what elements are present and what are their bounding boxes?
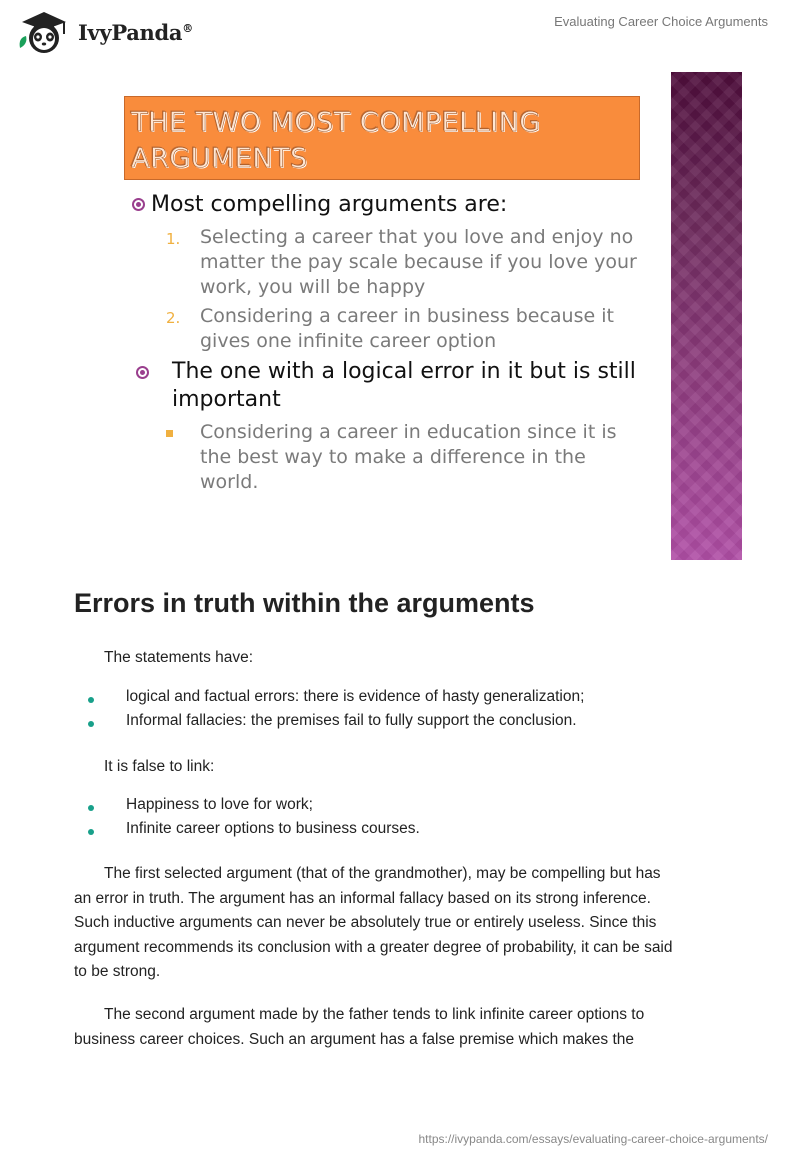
list-item: logical and factual errors: there is evidence of hasty generalization; [126, 688, 585, 705]
panda-logo-icon [14, 8, 74, 56]
list-bullet-icon [88, 829, 94, 835]
logo-text: IvyPanda® [78, 19, 193, 45]
page-header [0, 0, 800, 60]
list-item: Infinite career options to business courses. [126, 820, 420, 837]
target-bullet-icon [132, 198, 145, 211]
slide-sub-item-1: Selecting a career that you love and enjoy no matter the pay scale because if you love your work, you will be happy [200, 226, 637, 298]
section-heading: Errors in truth within the arguments [74, 588, 535, 618]
slide-sub-number-1: 1. [166, 230, 181, 248]
body-paragraph-2: The second argument made by the father tends to link infinite career options to business career choices. Such an argument has a false premise which makes the [74, 1006, 645, 1048]
slide-title: THE TWO MOST COMPELLING ARGUMENTS [131, 107, 541, 174]
slide-title-box [124, 96, 640, 180]
intro-paragraph-2: It is false to link: [104, 758, 215, 775]
list-bullet-icon [88, 805, 94, 811]
square-bullet-icon [166, 430, 173, 437]
page-title: Evaluating Career Choice Arguments [554, 14, 768, 29]
intro-paragraph-1: The statements have: [104, 649, 254, 666]
list-item: Happiness to love for work; [126, 796, 313, 813]
list-bullet-icon [88, 697, 94, 703]
footer-url[interactable]: https://ivypanda.com/essays/evaluating-career-choice-arguments/ [418, 1132, 768, 1146]
slide-sub-number-2: 2. [166, 309, 181, 327]
slide-decorative-bar [671, 72, 742, 560]
list-bullet-icon [88, 721, 94, 727]
body-paragraph-1: The first selected argument (that of the grandmother), may be compelling but has an error in truth. The argument has an informal fallacy based on its strong inference. Such inductive arguments can never be absolutely true or entirely useless. Since this argument recommends its conclusion with a greater degree of probability, it can be said to be strong. [74, 865, 673, 980]
logo[interactable] [14, 8, 193, 56]
slide-image: THE TWO MOST COMPELLING ARGUMENTS Most compelling arguments are: 1. Selecting a career that you love and enjoy no matter the pay scale because if you love your work, you will be happy 2. Considering a career in business because it gives one infinite career option The one with a logical error in it but is still important Considering a career in education since it is the best way to make a difference in the world. [74, 72, 742, 562]
slide-sub-item-2: Considering a career in business because it gives one infinite career option [200, 305, 614, 352]
target-bullet-icon [136, 366, 149, 379]
slide-bullet-1: Most compelling arguments are: [132, 192, 507, 217]
slide-sub-item-3: Considering a career in education since it is the best way to make a difference in the world. [200, 421, 617, 493]
list-item: Informal fallacies: the premises fail to fully support the conclusion. [126, 712, 577, 729]
